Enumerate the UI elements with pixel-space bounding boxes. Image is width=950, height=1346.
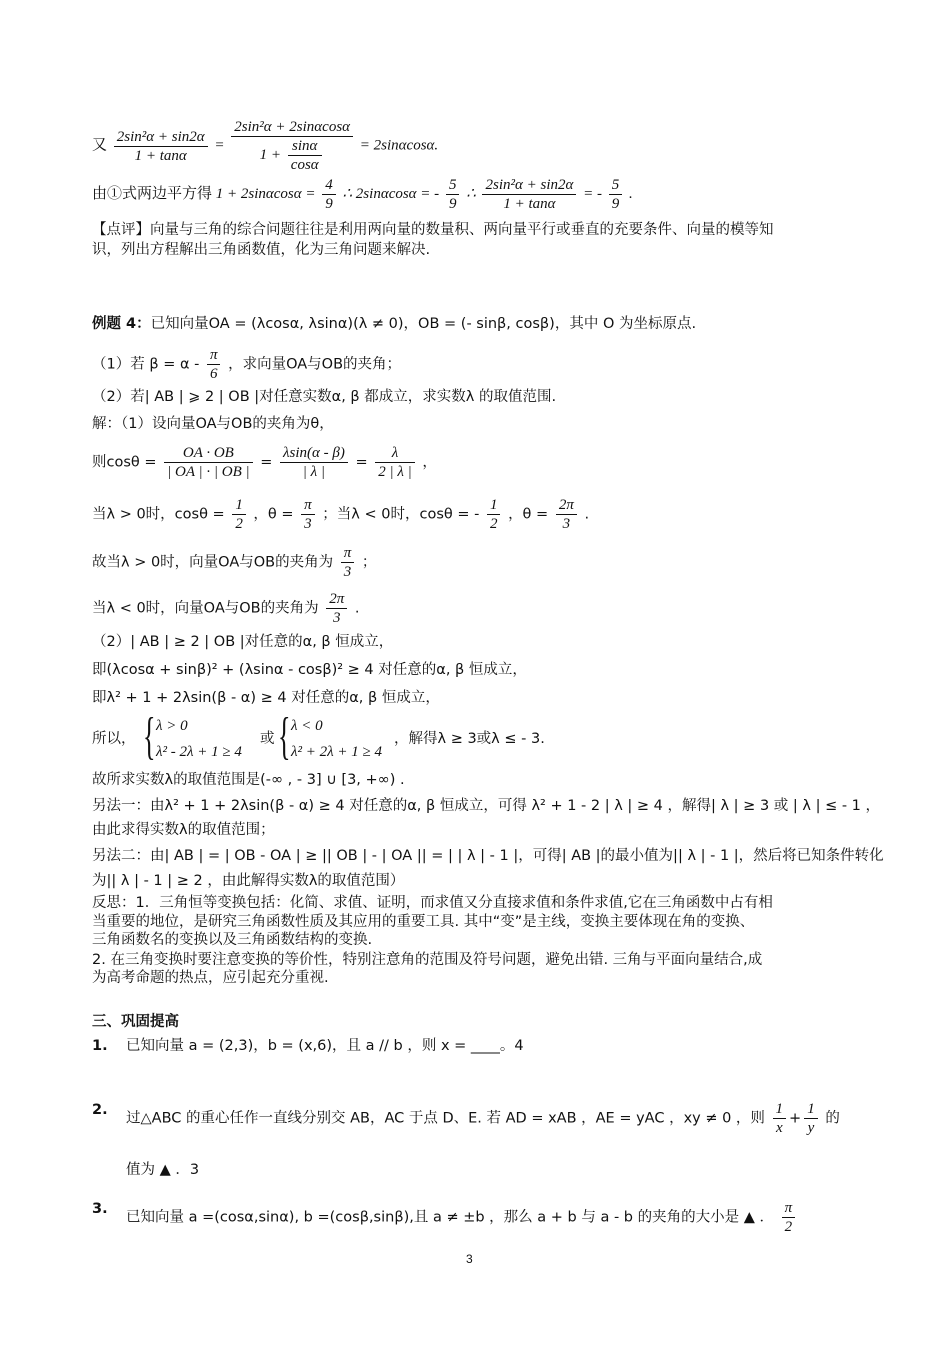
denominator: y xyxy=(807,1120,815,1136)
numerator: sinα xyxy=(288,137,322,156)
denominator: | λ | xyxy=(302,464,326,480)
example-4-statement xyxy=(92,314,696,334)
denominator: 3 xyxy=(332,610,341,626)
text: 当λ < 0时，向量OA与OB的夹角为 xyxy=(92,600,319,617)
text: ；当λ < 0时，cosθ = - xyxy=(322,506,480,523)
denominator: 2 xyxy=(784,1219,793,1235)
alt-method-2-line-2: 为|| λ | - 1 | ≥ 2 ，由此解得实数λ的取值范围） xyxy=(92,873,405,889)
text: ； xyxy=(361,554,377,571)
equation-tail: = 2sinαcosα. xyxy=(359,137,439,154)
denominator: 9 xyxy=(325,196,333,212)
numerator: 2π xyxy=(326,590,347,609)
numerator: 5 xyxy=(446,176,460,195)
problem-1-number: 1. xyxy=(92,1038,108,1054)
problem-3-number: 3. xyxy=(92,1201,108,1217)
math: ∴ xyxy=(466,185,476,202)
reflection-line-2: 当重要的地位，是研究三角函数性质及其应用的重要工具. 其中“变”是主线，变换主要体现在角的变换、 xyxy=(92,914,755,930)
problem-2-number: 2. xyxy=(92,1102,108,1118)
nested-fraction xyxy=(288,137,322,174)
fraction xyxy=(556,496,577,533)
numerator: 2π xyxy=(556,496,577,515)
left-brace-1: { xyxy=(143,708,156,765)
case-1a: λ > 0 xyxy=(156,718,188,734)
numerator: π xyxy=(301,496,315,515)
denominator: 3 xyxy=(562,516,571,532)
question-2: （2）若| AB | ⩾ 2 | OB |对任意实数α, β 都成立，求实数λ 的取值范围. xyxy=(92,389,557,405)
example-label: 例题 4： xyxy=(92,316,151,332)
or-text: 或 xyxy=(260,731,275,747)
solution-line-9-prefix: 所以， xyxy=(92,731,136,747)
problem-1-text: 已知向量 a = (2,3)，b = (x,6)，且 a // b ，则 x = ____。4 xyxy=(126,1038,524,1054)
numerator: π xyxy=(341,544,355,563)
case-2a: λ < 0 xyxy=(291,718,323,734)
denominator xyxy=(231,137,353,174)
problem-3-text xyxy=(126,1199,798,1236)
denominator: 2 xyxy=(235,516,243,532)
fraction xyxy=(164,444,252,481)
solution-line-5 xyxy=(92,590,359,627)
fraction xyxy=(326,590,347,627)
numerator: 1 xyxy=(487,496,501,515)
solution-line-9-result: ，解得λ ≥ 3或λ ≤ - 3. xyxy=(394,731,545,747)
solution-line-8: 即λ² + 1 + 2λsin(β - α) ≥ 4 对任意的α, β 恒成立， xyxy=(92,690,440,706)
reflection-line-1: 反思：1．三角恒等变换包括：化简、求值、证明，而求值又分直接求值和条件求值,它在三角函数中占有相 xyxy=(92,895,773,911)
equation-line-1: 又 $\frac{\text{2sin²α + sin2α}}{1 + \tan\alpha}$ = 2sin²α + 2sinαcosα 1 + $\frac{\sin\alpha}{\cos\alpha}$ = 2sinαcosα. xyxy=(92,119,439,173)
text: 的 xyxy=(825,1110,840,1127)
text: 则cosθ = xyxy=(92,454,157,471)
numerator: λ xyxy=(375,444,415,463)
numerator: π xyxy=(207,346,221,365)
fraction xyxy=(280,444,348,481)
fraction xyxy=(322,176,336,213)
fraction xyxy=(487,496,501,533)
text: . xyxy=(584,506,590,523)
fraction xyxy=(482,176,576,213)
text: （1）若 β = α - xyxy=(92,356,200,373)
fraction xyxy=(207,346,221,383)
reflection-line-5: 为高考命题的热点，应引起充分重视. xyxy=(92,970,329,986)
fraction xyxy=(446,176,460,213)
text: = xyxy=(260,454,273,471)
numerator: OA · OB xyxy=(164,444,252,463)
denominator: 9 xyxy=(448,196,457,212)
question-1 xyxy=(92,346,401,383)
text: = xyxy=(355,454,368,471)
solution-line-3 xyxy=(92,496,589,533)
denominator: 3 xyxy=(304,516,312,532)
solution-line-7: 即(λcosα + sinβ)² + (λsinα - cosβ)² ≥ 4 对任意的α, β 恒成立， xyxy=(92,662,527,678)
left-brace-2: { xyxy=(278,708,291,765)
text: 已知向量 a =(cosα,sinα), b =(cosβ,sinβ),且 a ≠ ±b ，那么 a + b 与 a - b 的夹角的大小是 ▲ ． xyxy=(126,1209,774,1226)
denominator: 2 | λ | xyxy=(378,464,412,480)
fraction xyxy=(773,1100,787,1137)
solution-line-10: 故所求实数λ的取值范围是(-∞ , - 3] ∪ [3, +∞) . xyxy=(92,772,405,788)
fraction xyxy=(114,128,208,165)
math: = - xyxy=(583,185,602,202)
plus: + xyxy=(789,1110,802,1127)
math: . xyxy=(629,185,633,202)
text: 故当λ > 0时，向量OA与OB的夹角为 xyxy=(92,554,334,571)
alt-method-2-line-1: 另法二：由| AB | = | OB - OA | ≥ || OB | - | OA || = | | λ | - 1 |，可得| AB |的最小值为|| λ | - 1 |，然后将已知条件转化 xyxy=(92,848,884,864)
math: ∴ 2sinαcosα = - xyxy=(342,185,440,202)
denominator: 3 xyxy=(343,564,352,580)
text: 由①式两边平方得 xyxy=(92,185,213,202)
case-1b: λ² - 2λ + 1 ≥ 4 xyxy=(156,744,242,760)
answer-fraction xyxy=(782,1199,796,1236)
fraction xyxy=(301,496,315,533)
numerator: 1 xyxy=(773,1100,787,1119)
numerator: 2sin²α + sin2α xyxy=(114,128,208,147)
denominator: 1 + tanα xyxy=(503,196,556,212)
section-3-title: 三、巩固提高 xyxy=(92,1014,179,1030)
reflection-line-4: 2. 在三角变换时要注意变换的等价性，特别注意角的范围及符号问题，避免出错. 三角与平面向量结合,成 xyxy=(92,952,763,968)
text: 当λ > 0时，cosθ = xyxy=(92,506,225,523)
fraction xyxy=(231,118,353,174)
text: ，求向量OA与OB的夹角； xyxy=(228,356,402,373)
denominator: 6 xyxy=(209,366,218,382)
numerator: 2sin²α + sin2α xyxy=(482,176,576,195)
denominator: 1 + tanα xyxy=(134,147,187,164)
page-number: 3 xyxy=(466,1252,473,1266)
math: 1 + 2sinαcosα = xyxy=(215,185,316,202)
comment-line-1: 【点评】向量与三角的综合问题往往是利用两向量的数量积、两向量平行或垂直的充要条件、向量的模等知 xyxy=(92,222,774,238)
solution-line-1: 解：（1）设向量OA与OB的夹角为θ， xyxy=(92,416,334,432)
solution-line-2 xyxy=(92,444,437,481)
denominator-lead: 1 + xyxy=(259,146,282,163)
text: ，θ = xyxy=(508,506,549,523)
fraction xyxy=(232,496,246,533)
denominator: 2 xyxy=(489,516,498,532)
fraction xyxy=(341,544,355,581)
numerator: 4 xyxy=(322,176,336,195)
numerator: 5 xyxy=(609,176,623,195)
problem-2-text xyxy=(126,1100,840,1137)
text: ，θ = xyxy=(253,506,294,523)
solution-line-4 xyxy=(92,544,376,581)
equation-line-2 xyxy=(92,176,633,213)
numerator: π xyxy=(782,1199,796,1218)
example-text: 已知向量OA = (λcosα, λsinα)(λ ≠ 0)，OB = (- sinβ, cosβ)，其中 O 为坐标原点. xyxy=(150,316,697,332)
denominator: | OA | · | OB | xyxy=(167,464,250,480)
numerator: 1 xyxy=(232,496,246,515)
text-you: 又 xyxy=(92,137,108,154)
alt-method-1-line-2: 由此求得实数λ的取值范围； xyxy=(92,822,275,838)
fraction xyxy=(609,176,623,213)
reflection-line-3: 三角函数名的变换以及三角函数结构的变换. xyxy=(92,932,373,948)
text: 过△ABC 的重心任作一直线分别交 AB，AC 于点 D、E. 若 AD = xAB ，AE = yAC ，xy ≠ 0 ，则 xyxy=(126,1110,765,1127)
numerator: λsin(α - β) xyxy=(280,444,348,463)
problem-2-line-2: 值为 ▲ ．3 xyxy=(126,1162,200,1178)
numerator: 1 xyxy=(804,1100,818,1119)
denominator: cosα xyxy=(290,157,319,173)
text: ， xyxy=(422,454,437,471)
text: . xyxy=(354,600,360,617)
denominator: x xyxy=(775,1120,783,1136)
comment-line-2: 识，列出方程解出三角函数值，化为三角问题来解决. xyxy=(92,242,431,258)
denominator: 9 xyxy=(611,196,620,212)
alt-method-1-line-1: 另法一：由λ² + 1 + 2λsin(β - α) ≥ 4 对任意的α, β 恒成立，可得 λ² + 1 - 2 | λ | ≥ 4 ，解得| λ | ≥ 3 或 | λ | ≤ - 1 ， xyxy=(92,798,880,814)
fraction xyxy=(804,1100,818,1137)
case-2b: λ² + 2λ + 1 ≥ 4 xyxy=(291,744,382,760)
numerator: 2sin²α + 2sinαcosα xyxy=(231,118,353,137)
solution-line-6: （2）| AB | ≥ 2 | OB |对任意的α, β 恒成立， xyxy=(92,634,394,650)
fraction xyxy=(375,444,415,481)
